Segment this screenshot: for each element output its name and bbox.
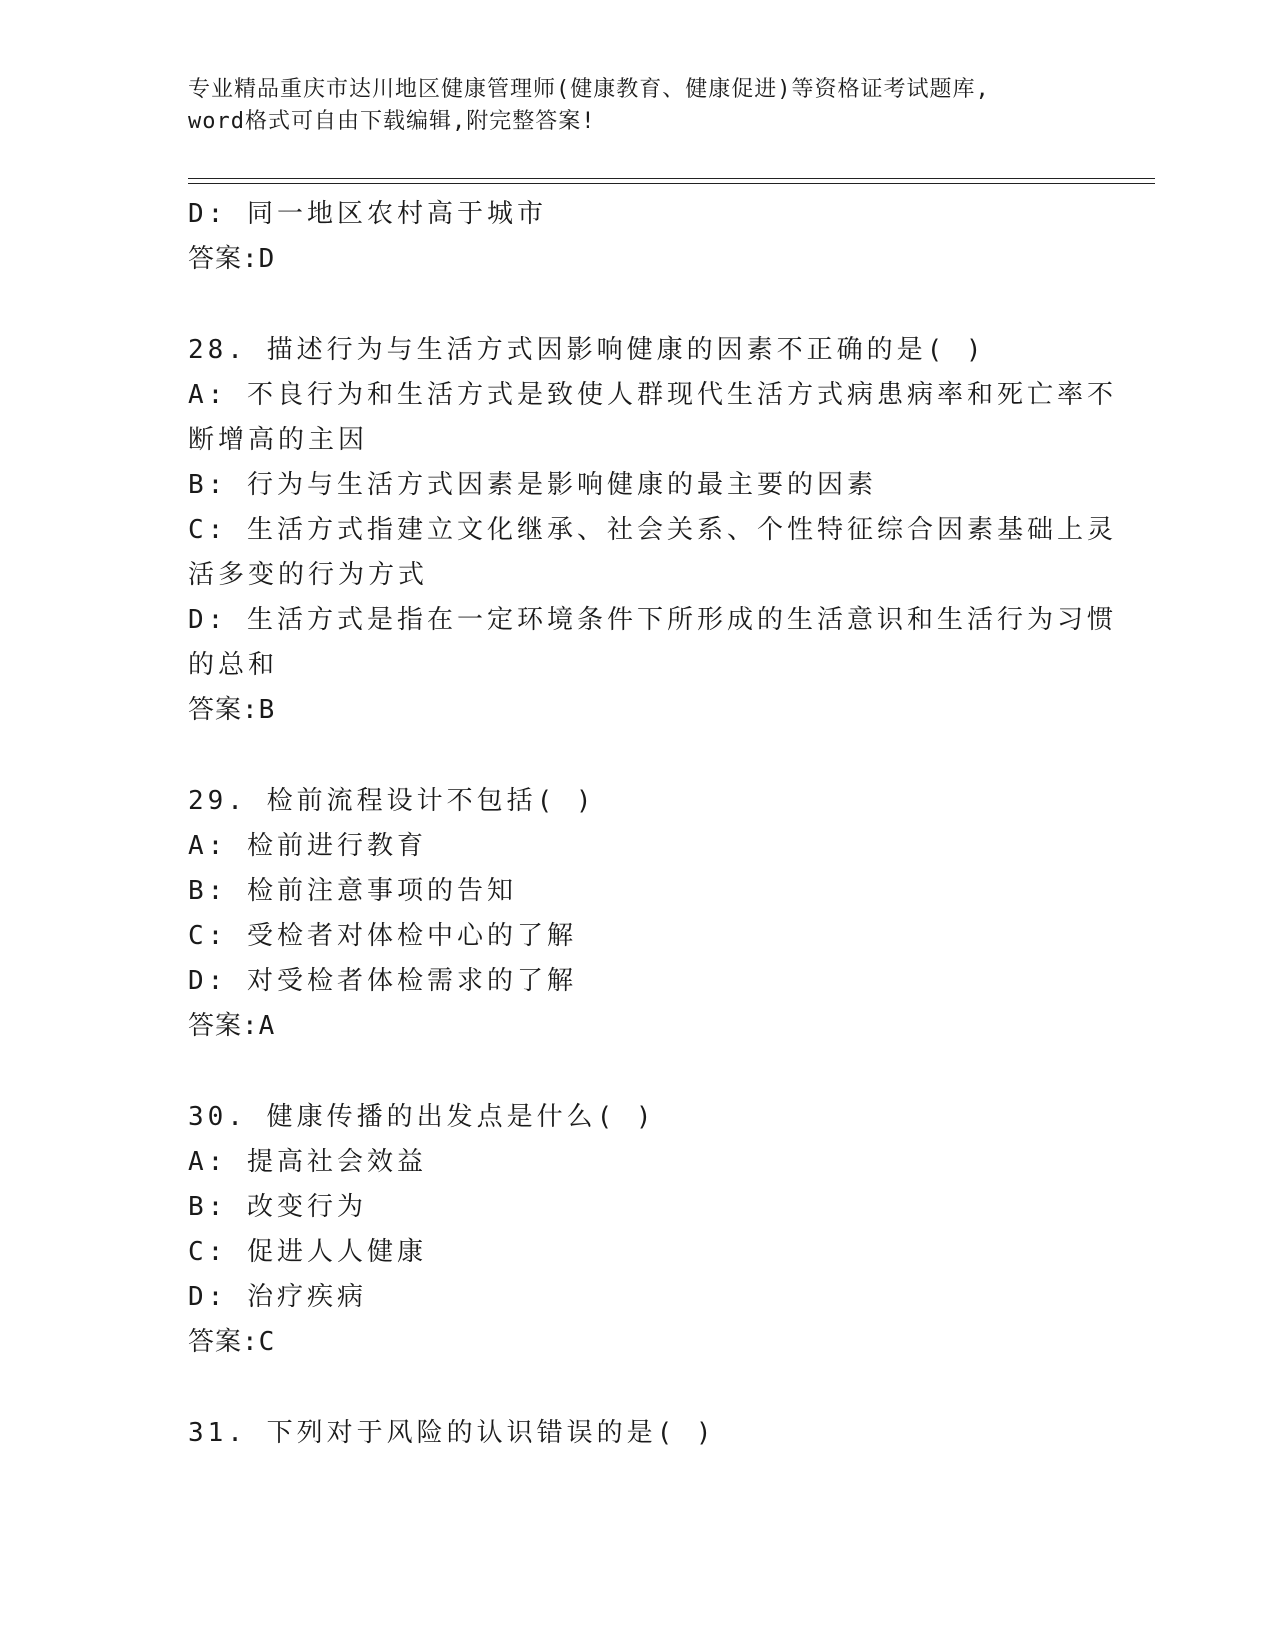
option-d: D: 治疗疾病 bbox=[188, 1282, 367, 1312]
answer-line: 答案:A bbox=[188, 1011, 276, 1041]
question-30 bbox=[188, 1095, 1088, 1365]
option-c: C: 促进人人健康 bbox=[188, 1237, 427, 1267]
header-line-2: word格式可自由下载编辑,附完整答案! bbox=[188, 109, 596, 134]
option-a: A: 不良行为和生活方式是致使人群现代生活方式病患病率和死亡率不 bbox=[188, 380, 1117, 410]
option-d-continued: 的总和 bbox=[188, 650, 279, 680]
header-line-1: 专业精品重庆市达川地区健康管理师(健康教育、健康促进)等资格证考试题库, bbox=[188, 77, 990, 102]
question-28 bbox=[188, 328, 1117, 733]
question-29 bbox=[188, 779, 1088, 1049]
option-d: D: 对受检者体检需求的了解 bbox=[188, 966, 577, 996]
question-stem: 29. 检前流程设计不包括( ) bbox=[188, 786, 596, 816]
header-divider-top bbox=[188, 178, 1155, 179]
question-stem: 28. 描述行为与生活方式因影响健康的因素不正确的是( ) bbox=[188, 335, 986, 365]
header-divider-bottom bbox=[188, 183, 1155, 184]
question-31 bbox=[188, 1411, 1088, 1456]
question-stem: 30. 健康传播的出发点是什么( ) bbox=[188, 1102, 656, 1132]
option-a: A: 提高社会效益 bbox=[188, 1147, 427, 1177]
option-b: B: 检前注意事项的告知 bbox=[188, 876, 517, 906]
page-header bbox=[188, 74, 1068, 138]
option-b: B: 改变行为 bbox=[188, 1192, 367, 1222]
answer-line: 答案:C bbox=[188, 1327, 276, 1357]
previous-question-tail bbox=[188, 192, 1088, 282]
option-a-continued: 断增高的主因 bbox=[188, 425, 369, 455]
answer-line: 答案:D bbox=[188, 244, 276, 274]
answer-line: 答案:B bbox=[188, 695, 276, 725]
option-c: C: 受检者对体检中心的了解 bbox=[188, 921, 577, 951]
option-c: C: 生活方式指建立文化继承、社会关系、个性特征综合因素基础上灵 bbox=[188, 515, 1117, 545]
option-d: D: 同一地区农村高于城市 bbox=[188, 199, 547, 229]
question-stem: 31. 下列对于风险的认识错误的是( ) bbox=[188, 1418, 716, 1448]
option-a: A: 检前进行教育 bbox=[188, 831, 427, 861]
question-list bbox=[188, 192, 1117, 1456]
option-c-continued: 活多变的行为方式 bbox=[188, 560, 429, 590]
option-d: D: 生活方式是指在一定环境条件下所形成的生活意识和生活行为习惯 bbox=[188, 605, 1117, 635]
option-b: B: 行为与生活方式因素是影响健康的最主要的因素 bbox=[188, 470, 877, 500]
